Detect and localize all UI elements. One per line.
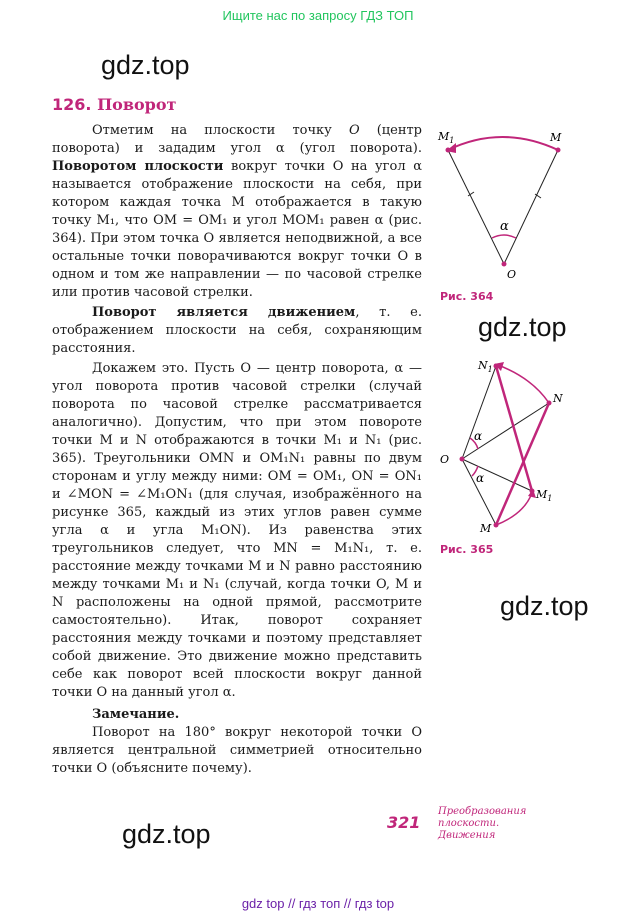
chapter-note: Преобразования плоскости. Движения: [438, 806, 527, 841]
watermark: gdz.top: [122, 819, 211, 849]
remark-text: Поворот на 180° вокруг некоторой точки O является центральной симметрией относительно точки O (объясните почему).: [52, 725, 422, 776]
paragraph-definition: Отметим на плоскости точку O (центр поворота) и зададим угол α (угол поворота). Поворотом плоскости вокруг точки O на угол α называется отображение плоскости на себя, при котором каждая точка M отображается в такую точку M₁, что OM = OM₁ и угол MOM₁ равен α (рис. 364). При этом точка O является неподвижной, а все остальные точки поворачиваются вокруг точки O в одном и том же направлении — по часовой стрелке или против часовой стрелки.: [52, 123, 423, 300]
paragraph-proof: Докажем это. Пусть O — центр поворота, α — угол поворота против часовой стрелки (случай поворота по часовой стрелке рассматривается аналогично). Допустим, что при этом повороте точки M и N отображаются в точки M₁ и N₁ (рис. 365). Треугольники OMN и OM₁N₁ равны по двум сторонам и углу между ними: OM = OM₁, ON = ON₁ и ∠MON = ∠M₁ON₁ (для случая, изображённого на рисунке 365, каждый из этих углов равен сумме угла α и угла M₁ON). Из равенства этих треугольников следует, что MN = M₁N₁, т. е. расстояние между точками M и N равно расстоянию между точками M₁ и N₁ (случай, когда точки O, M и N расположены на одной прямой, рассмотрите самостоятельно). Итак, поворот сохраняет расстояния между точками и поэтому представляет собой движение. Это движение можно представить себе как поворот всей плоскости вокруг данной точки O на данный угол α.: [52, 361, 422, 700]
point-M: [494, 523, 499, 528]
page-number: 321: [387, 813, 421, 832]
figure-364: [432, 126, 582, 286]
segment-OM: [462, 459, 496, 525]
label-O: O: [507, 268, 517, 281]
rotation-arc: [448, 137, 558, 150]
label-M1: $M_1$: [536, 488, 553, 503]
point-N1: [494, 364, 499, 369]
section-heading: [52, 95, 176, 114]
label-M: M: [550, 131, 562, 144]
watermark: gdz.top: [101, 50, 190, 80]
body-text: [52, 122, 422, 778]
search-banner: Ищите нас по запросу ГДЗ ТОП: [222, 8, 414, 23]
point-M1: [446, 148, 451, 153]
label-O: O: [440, 453, 450, 466]
label-alpha: α: [500, 219, 509, 234]
figure-364-caption: Рис. 364: [440, 290, 494, 303]
label-N: N: [553, 392, 563, 405]
rotation-arc-M: [496, 493, 532, 525]
footer-links[interactable]: gdz top // гдз топ // гдз top: [241, 896, 395, 911]
point-O: [502, 262, 507, 267]
angle-arc: [492, 235, 516, 238]
label-alpha-1: α: [474, 429, 483, 443]
label-alpha-2: α: [476, 471, 485, 485]
segment-MN: [496, 403, 549, 525]
remark-title: Замечание.: [92, 707, 180, 722]
point-M: [556, 148, 561, 153]
point-O: [460, 457, 465, 462]
label-M: M: [480, 522, 492, 535]
segment-OM1: [448, 150, 504, 264]
segment-OM: [504, 150, 558, 264]
figure-365: [432, 352, 592, 537]
watermark: gdz.top: [478, 312, 567, 342]
figure-365-caption: Рис. 365: [440, 543, 494, 556]
segment-M1N1: [496, 366, 532, 491]
point-M1: [530, 489, 535, 494]
label-N1: $N_1$: [478, 359, 493, 374]
section-number: 126.: [52, 95, 92, 114]
paragraph-statement: Поворот является движением, т. е. отображением плоскости на себя, сохраняющим расстояния.: [52, 305, 422, 356]
watermark: gdz.top: [500, 591, 589, 621]
label-M1: $M_1$: [438, 130, 455, 145]
section-title: Поворот: [97, 95, 177, 114]
segment-ON1: [462, 366, 496, 459]
point-N: [547, 401, 552, 406]
